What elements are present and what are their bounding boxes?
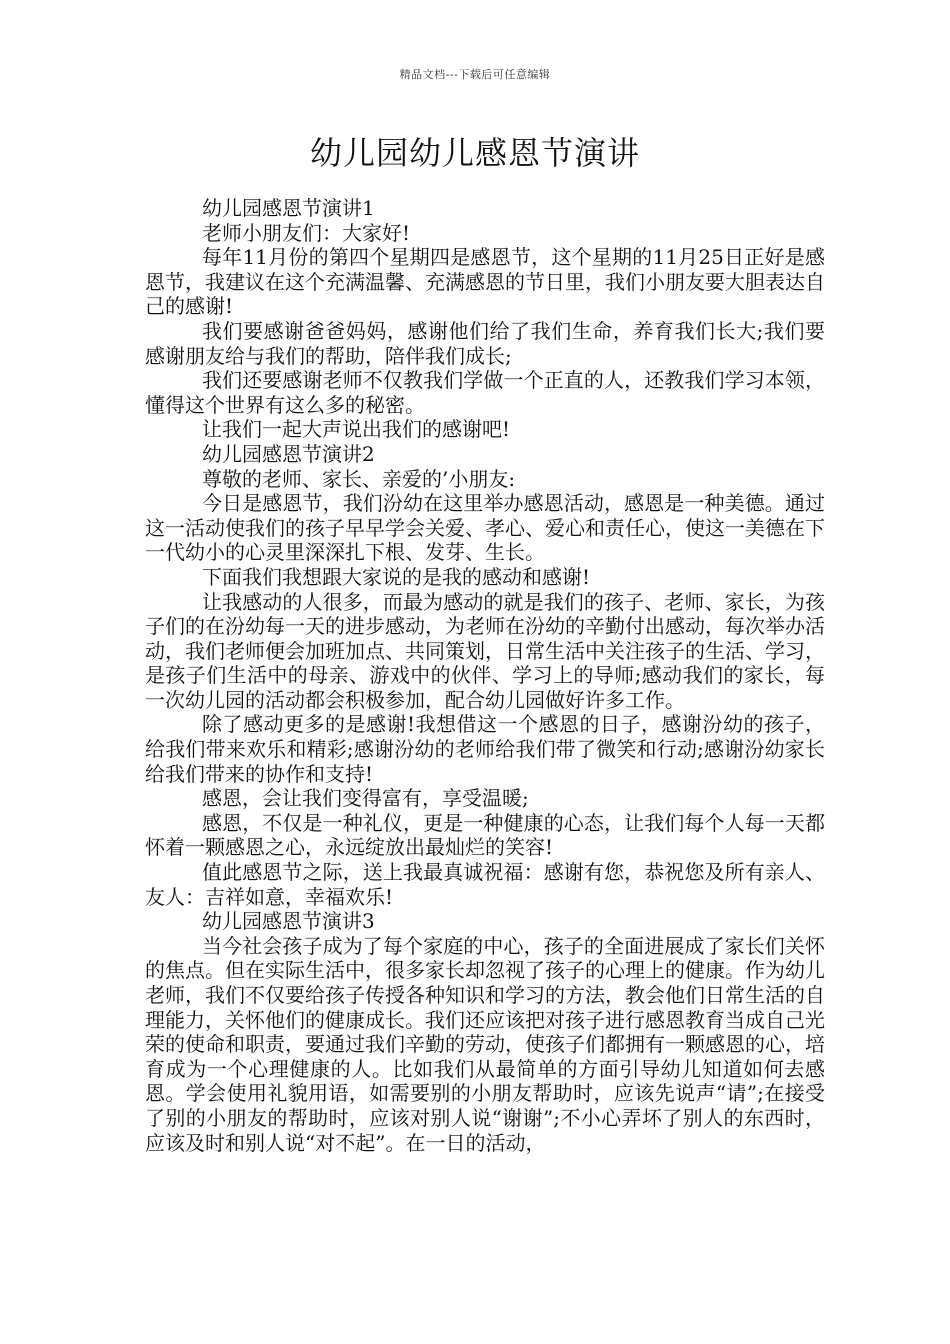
body-paragraph: 每年11月份的第四个星期四是感恩节，这个星期的11月25日正好是感恩节，我建议在这个充满温馨、充满感恩的节日里，我们小朋友要大胆表达自己的感谢!	[145, 245, 825, 319]
body-paragraph: 下面我们我想跟大家说的是我的感动和感谢!	[202, 564, 591, 589]
section-heading: 幼儿园感恩节演讲3	[202, 909, 375, 934]
header-note: 精品文档---下载后可任意编辑	[399, 68, 551, 81]
greeting-paragraph: 尊敬的老师、家长、亲爱的’小朋友:	[202, 466, 516, 491]
document-body	[145, 196, 825, 1155]
body-paragraph: 我们要感谢爸爸妈妈，感谢他们给了我们生命，养育我们长大;我们要感谢朋友给与我们的帮助，陪伴我们成长;	[145, 318, 825, 368]
body-paragraph: 让我们一起大声说出我们的感谢吧!	[202, 417, 511, 442]
body-paragraph: 除了感动更多的是感谢!我想借这一个感恩的日子，感谢汾幼的孩子，给我们带来欢乐和精彩;感谢汾幼的老师给我们带了微笑和行动;感谢汾幼家长给我们带来的协作和支持!	[145, 712, 825, 786]
greeting-paragraph: 老师小朋友们：大家好!	[202, 220, 411, 245]
body-paragraph: 今日是感恩节，我们汾幼在这里举办感恩活动，感恩是一种美德。通过这一活动使我们的孩子早早学会关爱、孝心、爱心和责任心，使这一美德在下一代幼小的心灵里深深扎下根、发芽、生长。	[145, 491, 825, 565]
body-paragraph: 让我感动的人很多，而最为感动的就是我们的孩子、老师、家长，为孩子们的在汾幼每一天的进步感动，为老师在汾幼的辛勤付出感动，每次举办活动，我们老师便会加班加点、共同策划，日常生活中关注孩子的生活、学习，是孩子们生活中的母亲、游戏中的伙伴、学习上的导师;感动我们的家长，每一次幼儿园的活动都会积极参加，配合幼儿园做好许多工作。	[145, 589, 825, 712]
section-heading: 幼儿园感恩节演讲2	[202, 441, 375, 466]
section-heading: 幼儿园感恩节演讲1	[202, 196, 375, 220]
body-paragraph: 感恩，不仅是一种礼仪，更是一种健康的心态，让我们每个人每一天都怀着一颗感恩之心，永远绽放出最灿烂的笑容!	[145, 810, 825, 860]
document-title: 幼儿园幼儿感恩节演讲	[309, 134, 640, 172]
body-paragraph: 感恩，会让我们变得富有，享受温暖;	[202, 786, 529, 811]
body-paragraph: 我们还要感谢老师不仅教我们学做一个正直的人，还教我们学习本领，懂得这个世界有这么多的秘密。	[145, 368, 825, 417]
body-paragraph: 值此感恩节之际，送上我最真诚祝福：感谢有您，恭祝您及所有亲人、友人：吉祥如意，幸福欢乐!	[145, 860, 825, 909]
body-paragraph: 当今社会孩子成为了每个家庭的中心，孩子的全面进展成了家长们关怀的焦点。但在实际生活中，很多家长却忽视了孩子的心理上的健康。作为幼儿老师，我们不仅要给孩子传授各种知识和学习的方法，教会他们日常生活的自理能力，关怀他们的健康成长。我们还应该把对孩子进行感恩教育当成自己光荣的使命和职责，要通过我们辛勤的劳动，使孩子们都拥有一颗感恩的心，培育成为一个心理健康的人。比如我们从最简单的方面引导幼儿知道如何去感恩。学会使用礼貌用语，如需要别的小朋友帮助时，应该先说声“请”;在接受了别的小朋友的帮助时，应该对别人说“谢谢”;不小心弄坏了别人的东西时，应该及时和别人说“对不起”。在一日的活动，	[145, 933, 825, 1155]
